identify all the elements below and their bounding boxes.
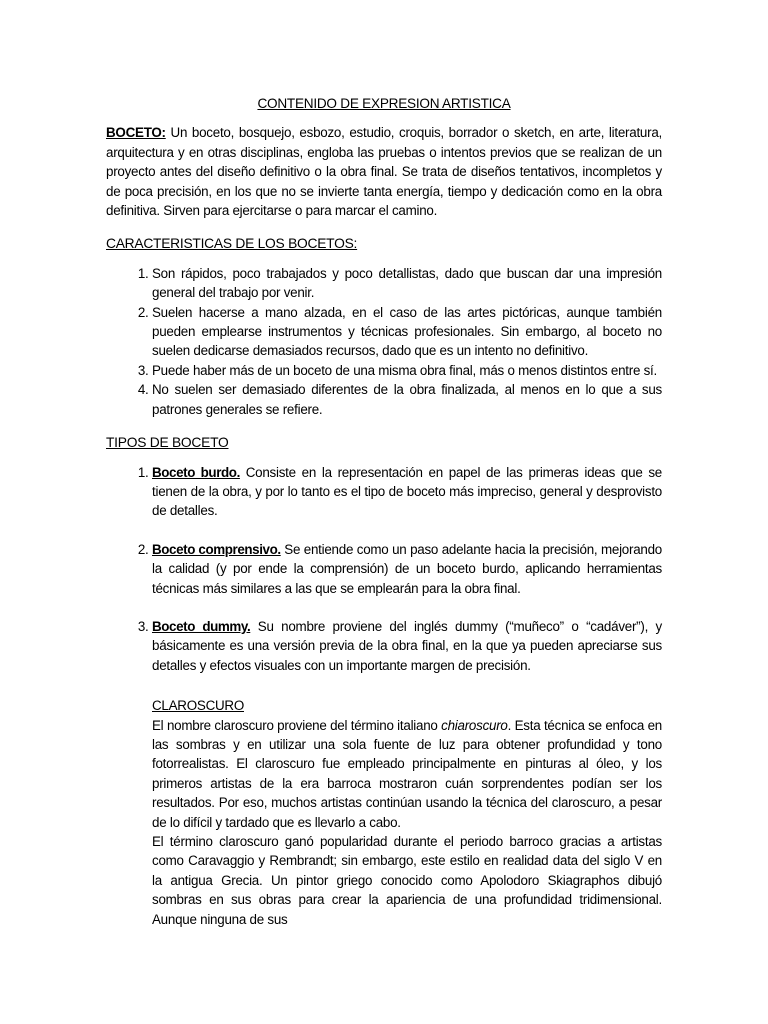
types-list	[106, 463, 662, 676]
claroscuro-paragraph-1	[152, 716, 662, 832]
boceto-label: BOCETO:	[106, 125, 166, 141]
document-title: CONTENIDO DE EXPRESION ARTISTICA	[257, 96, 511, 111]
list-item	[152, 540, 662, 598]
type-text: Su nombre proviene del inglés dummy (“muñeco” o “cadáver”), y básicamente es una versión previa de la obra final, en la que ya pueden apreciarse sus detalles y efectos visuales con un importante margen de precisión.	[152, 618, 662, 673]
list-item: 4. No suelen ser demasiado diferentes de la obra finalizada, al menos en lo que a sus patrones generales se refiere.	[152, 380, 662, 419]
claroscuro-paragraph-2: El término claroscuro ganó popularidad durante el periodo barroco gracias a artistas como Caravaggio y Rembrandt; sin embargo, este estilo en realidad data del siglo V en la antigua Grecia. Un pintor griego conocido como Apolodoro Skiagraphos dibujó sombras en sus obras para crear la apariencia de una profundidad tridimensional. Aunque ninguna de sus	[152, 834, 662, 927]
claroscuro-text-b: . Esta técnica se enfoca en las sombras y en utilizar una sola fuente de luz para obtener profundidad y tono fotorrealistas. El claroscuro fue empleado principalmente en pinturas al óleo, y los primeros artistas de la era barroca mostraron cuán sorprendentes podían ser los resultados. Por eso, muchos artistas continúan usando la técnica del claroscuro, a pesar de lo difícil y tardado que es llevarlo a cabo.	[152, 717, 662, 830]
claroscuro-heading: CLAROSCURO	[152, 698, 244, 714]
type-term: Boceto burdo.	[152, 464, 240, 480]
list-item: 1. Son rápidos, poco trabajados y poco detallistas, dado que buscan dar una impresión general del trabajo por venir.	[152, 264, 662, 303]
document-page	[106, 94, 662, 929]
list-item: 2. Suelen hacerse a mano alzada, en el caso de las artes pictóricas, aunque también pueden emplearse instrumentos y técnicas profesionales. Sin embargo, al boceto no suelen dedicarse demasiados recursos, dado que es un intento no definitivo.	[152, 303, 662, 361]
type-term: Boceto dummy.	[152, 618, 251, 634]
list-item: 3. Puede haber más de un boceto de una misma obra final, más o menos distintos entre sí.	[152, 361, 662, 380]
types-heading: TIPOS DE BOCETO	[106, 435, 229, 451]
claroscuro-italic-term: chiaroscuro	[441, 717, 508, 733]
claroscuro-section	[152, 696, 662, 929]
type-term: Boceto comprensivo.	[152, 541, 281, 557]
characteristics-heading: CARACTERISTICAS DE LOS BOCETOS:	[106, 236, 358, 252]
type-text: Consiste en la representación en papel de las primeras ideas que se tienen de la obra, y por lo tanto es el tipo de boceto más impreciso, general y desprovisto de detalles.	[152, 464, 662, 519]
boceto-text: Un boceto, bosquejo, esbozo, estudio, croquis, borrador o sketch, en arte, literatura, arquitectura y en otras disciplinas, engloba las pruebas o intentos previos que se realizan de un proyecto antes del diseño definitivo o la obra final. Se trata de diseños tentativos, incompletos y de poca precisión, en los que no se invierte tanta energía, tiempo y dedicación como en la obra definitiva. Sirven para ejercitarse o para marcar el camino.	[106, 125, 662, 219]
list-item	[152, 463, 662, 521]
characteristics-list	[106, 264, 662, 419]
list-item	[152, 617, 662, 675]
type-text: Se entiende como un paso adelante hacia la precisión, mejorando la calidad (y por ende la comprensión) de un boceto burdo, aplicando herramientas técnicas más similares a las que se emplearán para la obra final.	[152, 541, 662, 596]
boceto-paragraph	[106, 123, 662, 220]
claroscuro-text-a: El nombre claroscuro proviene del término italiano	[152, 717, 442, 733]
